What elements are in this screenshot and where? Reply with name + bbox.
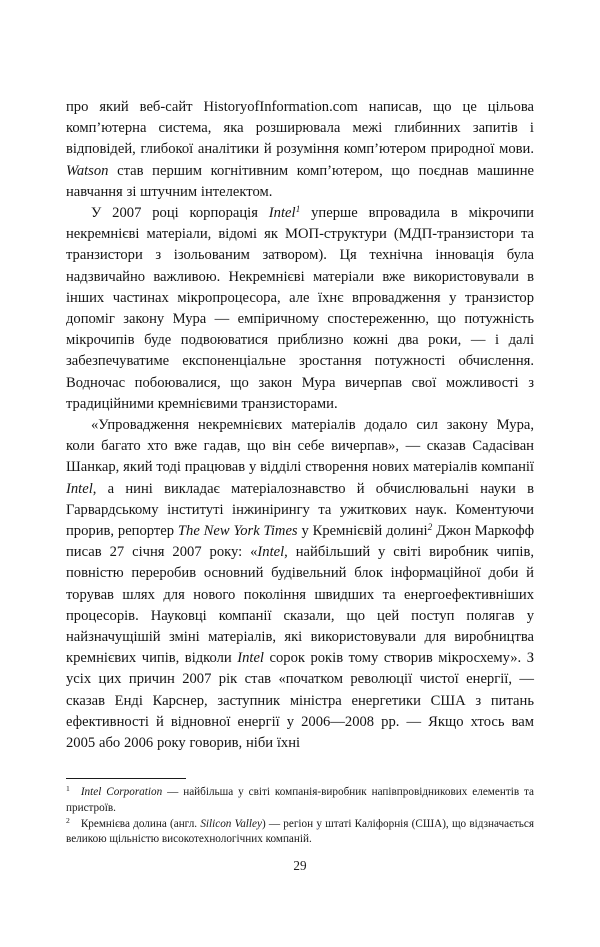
italic-run: Intel xyxy=(237,650,264,667)
footnote-marker: 2 xyxy=(66,815,70,825)
footnote-reference[interactable]: 2 xyxy=(427,522,433,533)
body-text-column xyxy=(66,97,534,754)
footnote-section xyxy=(66,778,534,848)
paragraph: «Упровадження некремнієвих матеріалів додало сил закону Мура, коли багато хто вже гадав, що він себе вичерпав», — сказав Садасіван Шанкар, який тоді працював у відділі створення нових матеріалів компанії Intel, а нині викладає матеріалознавство й обчислювальні науки в Гарвардському інституті інжинірингу та ужиткових наук. Коментуючи прорив, репортер The New York Times у Кремнієвій долині$^2$ Джон Маркофф писав 27 січня 2007 року: «Intel, найбільший у світі виробник чипів, повністю переробив основний будівельний блок інформаційної доби й торував шлях для нового покоління швидших та енергоефективніших процесорів. Науковці компанії сказали, що цей поступ полягав у найзначущішій зміні матеріалів, які використовували для виробництва кремнієвих чипів, відколи Intel сорок років тому створив мікросхему». З усіх цих причин 2007 рік став «початком революції чистої енергії, — сказав Енді Карснер, заступник міністра енергетики США з питань ефективності й відновної енергії у 2006—2008 рр. — Якщо хтось вам 2005 або 2006 року говорив, ніби їхні xyxy=(66,417,535,752)
footnote-item: $^2$ Кремнієва долина (англ. Silicon Valley) — регіон у штаті Каліфорнія (США), що відзначається великою щільністю високотехнологічних компаній. xyxy=(66,815,535,846)
footnote-item: $^1$ Intel Corporation — найбільша у світі компанія-виробник напівпровідникових елементів та пристроїв. xyxy=(66,784,535,814)
italic-run: Silicon Valley xyxy=(200,817,262,830)
italic-run: Intel xyxy=(268,205,296,222)
footnote-marker: 1 xyxy=(66,784,70,794)
page-number: 29 xyxy=(293,858,307,873)
italic-run: The New York Times xyxy=(177,523,298,540)
paragraph: про який веб-сайт HistoryofInformation.com написав, що це цільова комп’ютерна система, яка розширювала межі глибинних запитів і відповідей, глибокої аналітики й розуміння комп’ютером природної мови. Watson став першим когнітивним комп’ютером, що поєднав машинне навчання зі штучним інтелектом. xyxy=(66,99,534,200)
paragraph: У 2007 році корпорація Intel$^1$ уперше впровадила в мікрочипи некремнієві матеріали, відомі як МОП-структури (МДП-транзистори та транзистори з ізольованим затвором). Ця технічна інновація була надзвичайно важливою. Некремнієві матеріали вже використовували в інших частинах мікропроцесора, але їхнє впровадження у транзистор допоміг закону Мура — емпіричному спостереженню, що потужність мікрочипів буде подвоюватися приблизно кожні два роки, — і далі забезпечуватиме експоненціальне зростання потужності обчислення. Водночас побоювалися, що закон Мура вичерпав свої можливості з традиційними кремнієвими транзисторами. xyxy=(66,204,534,412)
footnote-separator-rule xyxy=(66,778,186,779)
italic-run: Intel Corporation xyxy=(80,786,163,798)
footnote-reference[interactable]: 1 xyxy=(295,204,301,215)
italic-run: Intel xyxy=(257,544,285,561)
italic-run: Watson xyxy=(66,162,109,179)
italic-run: Intel xyxy=(66,480,93,497)
